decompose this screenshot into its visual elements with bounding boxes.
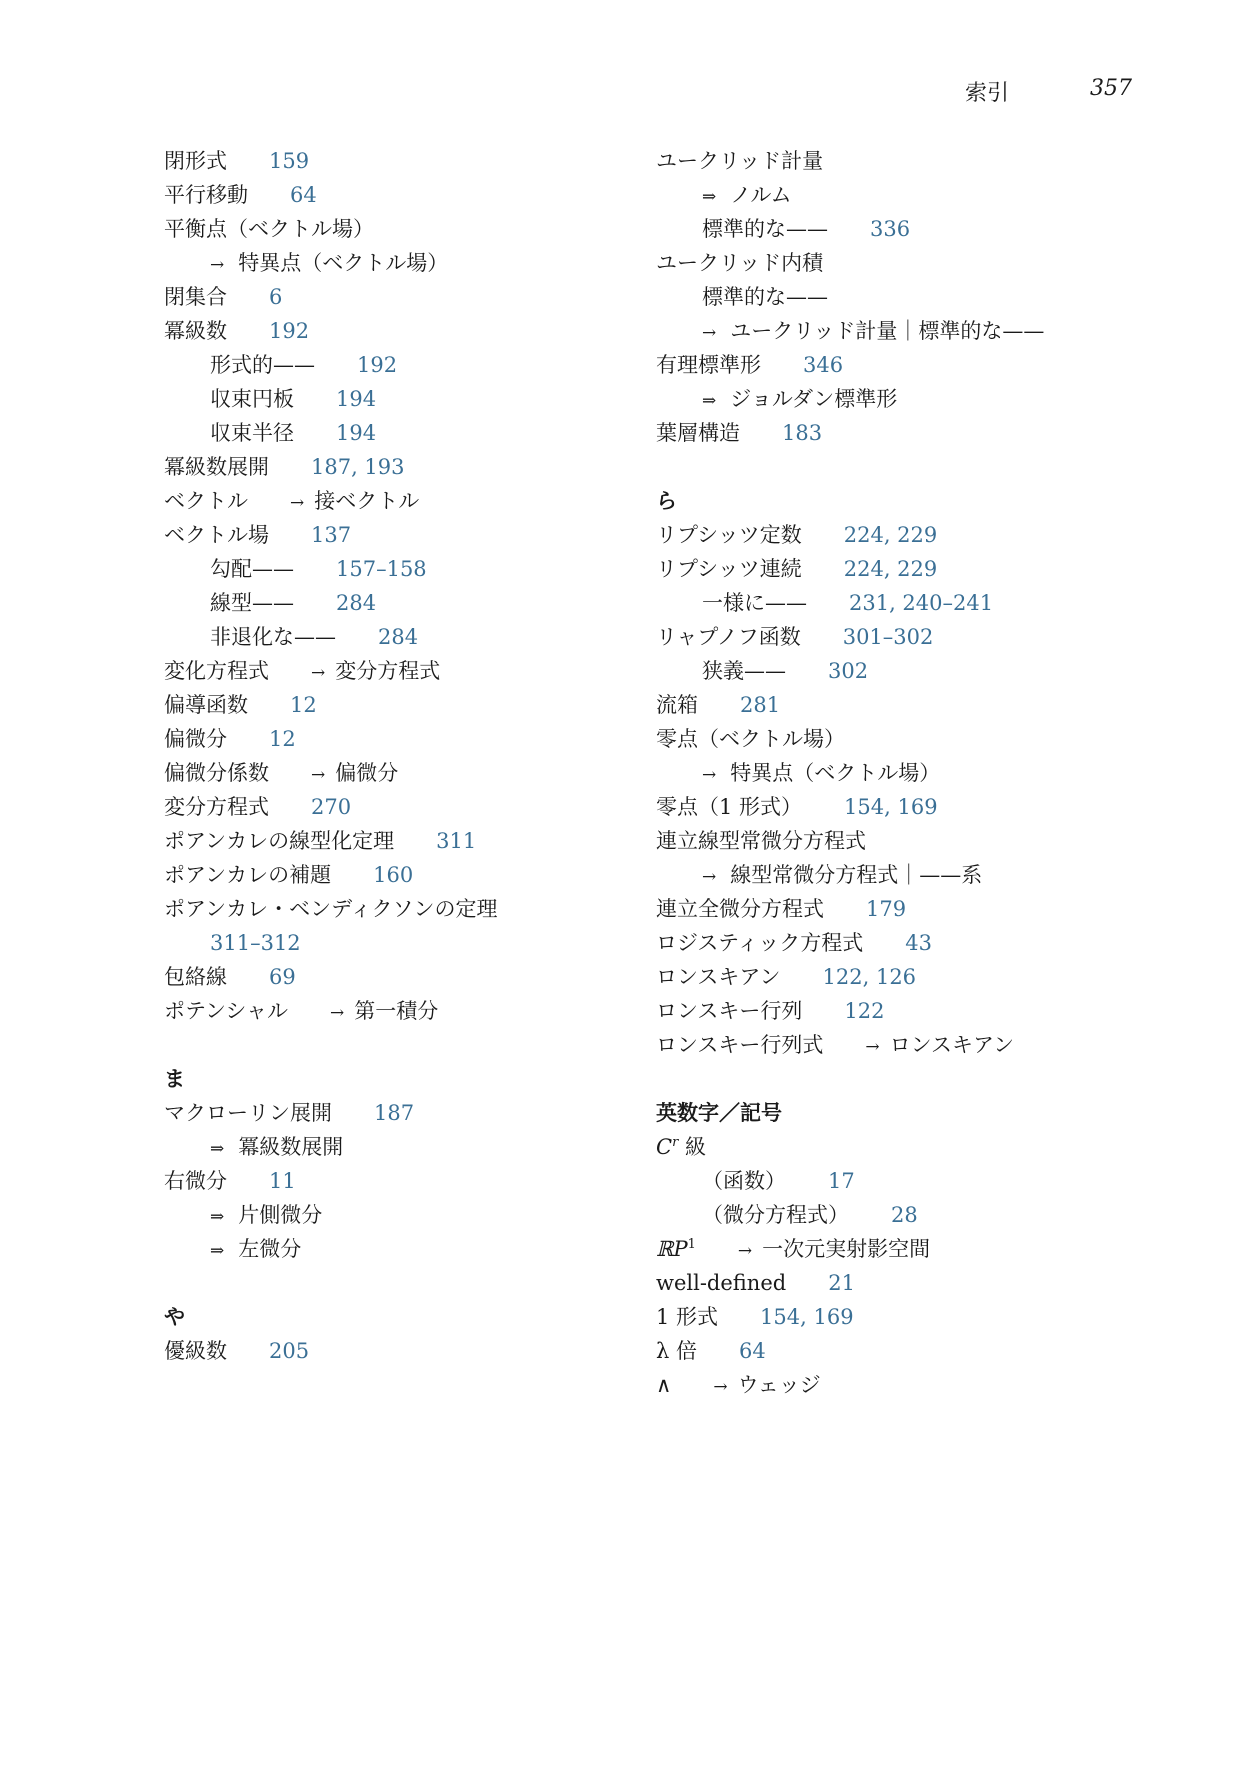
index-entry: 包絡線 69 xyxy=(164,965,296,989)
index-entry: ユークリッド内積 xyxy=(656,251,824,275)
page-ref[interactable]: 122 xyxy=(844,999,885,1023)
index-subentry: 線型—— 284 xyxy=(210,591,377,615)
index-entry: ベクトル → 接ベクトル xyxy=(164,489,420,513)
page-ref[interactable]: 281 xyxy=(740,693,781,717)
page-ref[interactable]: 302 xyxy=(828,659,869,683)
index-entry: 連立全微分方程式 179 xyxy=(656,897,907,921)
section-gap xyxy=(656,1062,1196,1096)
double-arrow-icon: ⇒ xyxy=(210,1241,225,1261)
index-entry: 偏微分 12 xyxy=(164,727,296,751)
index-subentry: 形式的—— 192 xyxy=(210,353,398,377)
section-gap xyxy=(164,1266,634,1300)
index-entry: ポアンカレの補題 160 xyxy=(164,863,414,887)
page-ref[interactable]: 69 xyxy=(269,965,296,989)
index-entry: リプシッツ定数 224, 229 xyxy=(656,523,938,547)
page-ref[interactable]: 187, 193 xyxy=(311,455,405,479)
index-entry: 零点（1 形式） 154, 169 xyxy=(656,795,938,819)
page-ref[interactable]: 192 xyxy=(357,353,398,377)
page-number: 357 xyxy=(1090,76,1132,101)
index-subentry: （微分方程式） 28 xyxy=(702,1203,918,1227)
index-entry: 有理標準形 346 xyxy=(656,353,844,377)
page-ref[interactable]: 137 xyxy=(311,523,352,547)
page-ref[interactable]: 231, 240–241 xyxy=(849,591,994,615)
index-entry: 冪級数 192 xyxy=(164,319,310,343)
index-entry: ロジスティック方程式 43 xyxy=(656,931,933,955)
index-entry: 平行移動 64 xyxy=(164,183,317,207)
index-subentry: 一様に—— 231, 240–241 xyxy=(702,591,994,615)
see-arrow-icon: → xyxy=(713,1377,728,1397)
index-entry: well-defined 21 xyxy=(656,1271,855,1295)
see-arrow-icon: → xyxy=(737,1241,753,1261)
page-ref[interactable]: 28 xyxy=(891,1203,918,1227)
index-entry: 閉形式 159 xyxy=(164,149,310,173)
index-continuation xyxy=(164,926,634,960)
index-cross-ref: → 特異点（ベクトル場） xyxy=(210,251,449,275)
see-arrow-icon: → xyxy=(330,1003,345,1023)
index-cross-ref: → 線型常微分方程式｜——系 xyxy=(702,863,983,887)
index-entry: 優級数 205 xyxy=(164,1339,310,1363)
section-gap xyxy=(164,1028,634,1062)
index-cross-ref: ⇒ 冪級数展開 xyxy=(210,1135,344,1159)
page-ref[interactable]: 224, 229 xyxy=(843,557,938,581)
see-arrow-icon: → xyxy=(702,867,717,887)
index-entry: ポテンシャル → 第一積分 xyxy=(164,999,439,1023)
index-cross-ref: ⇒ 左微分 xyxy=(210,1237,302,1261)
page-ref[interactable]: 194 xyxy=(336,387,377,411)
index-entry: 閉集合 6 xyxy=(164,285,283,309)
index-entry: ベクトル場 137 xyxy=(164,523,352,547)
index-entry: 冪級数展開 187, 193 xyxy=(164,455,405,479)
section-heading-ma: ま xyxy=(164,1066,185,1091)
index-cross-ref: → ユークリッド計量｜標準的な—— xyxy=(702,319,1045,343)
page-ref[interactable]: 192 xyxy=(269,319,310,343)
page-ref[interactable]: 336 xyxy=(870,217,911,241)
index-column-left xyxy=(164,144,634,1368)
index-cross-ref: ⇒ ノルム xyxy=(702,183,792,207)
page-ref[interactable]: 311–312 xyxy=(210,931,301,955)
index-subentry: 標準的な—— xyxy=(702,285,828,309)
index-cross-ref: → 特異点（ベクトル場） xyxy=(702,761,941,785)
section-heading-alnum: 英数字／記号 xyxy=(656,1100,782,1125)
double-arrow-icon: ⇒ xyxy=(702,391,717,411)
index-subentry: （函数） 17 xyxy=(702,1169,855,1193)
index-entry: 1 形式 154, 169 xyxy=(656,1305,854,1329)
page-ref[interactable]: 205 xyxy=(269,1339,310,1363)
index-entry: ユークリッド計量 xyxy=(656,149,824,173)
page-ref[interactable]: 11 xyxy=(269,1169,296,1193)
index-entry: マクローリン展開 187 xyxy=(164,1101,415,1125)
page-ref[interactable]: 64 xyxy=(739,1339,766,1363)
page-ref[interactable]: 43 xyxy=(905,931,933,955)
page-ref[interactable]: 224, 229 xyxy=(843,523,938,547)
index-subentry: 非退化な—— 284 xyxy=(210,625,419,649)
index-entry: 葉層構造 183 xyxy=(656,421,823,445)
page-ref[interactable]: 64 xyxy=(290,183,317,207)
page-ref[interactable]: 12 xyxy=(269,727,296,751)
page-ref[interactable]: 21 xyxy=(828,1271,855,1295)
page-ref[interactable]: 284 xyxy=(336,591,377,615)
index-cross-ref: ⇒ ジョルダン標準形 xyxy=(702,387,898,411)
index-subentry: 収束円板 194 xyxy=(210,387,377,411)
see-arrow-icon: → xyxy=(311,663,326,683)
page-ref[interactable]: 17 xyxy=(828,1169,855,1193)
page-ref[interactable]: 122, 126 xyxy=(822,965,917,989)
index-entry: 変化方程式 → 変分方程式 xyxy=(164,659,441,683)
see-arrow-icon: → xyxy=(702,765,717,785)
index-entry: リャプノフ函数 301–302 xyxy=(656,625,934,649)
double-arrow-icon: ⇒ xyxy=(702,187,717,207)
index-entry: 偏導函数 12 xyxy=(164,693,317,717)
section-heading-ya: や xyxy=(164,1304,185,1329)
index-subentry: 収束半径 194 xyxy=(210,421,377,445)
index-entry: ポアンカレ・ベンディクソンの定理 xyxy=(164,897,498,921)
index-column-right xyxy=(656,144,1196,1402)
page-ref[interactable]: 311 xyxy=(436,829,477,853)
double-arrow-icon: ⇒ xyxy=(210,1207,225,1227)
page-ref[interactable]: 179 xyxy=(866,897,907,921)
index-entry: ∧ → ウェッジ xyxy=(656,1373,821,1397)
page-ref[interactable]: 159 xyxy=(269,149,310,173)
see-arrow-icon: → xyxy=(290,493,305,513)
index-subentry: 勾配—— 157–158 xyxy=(210,557,427,581)
page-ref[interactable]: 270 xyxy=(311,795,352,819)
index-entry: $C^r$ 級 xyxy=(656,1135,706,1159)
page-ref[interactable]: 284 xyxy=(378,625,419,649)
index-entry: 平衡点（ベクトル場） xyxy=(164,217,374,241)
page-ref[interactable]: 301–302 xyxy=(842,625,934,649)
page-ref[interactable]: 194 xyxy=(336,421,377,445)
index-subentry: 標準的な—— 336 xyxy=(702,217,911,241)
page-ref[interactable]: 12 xyxy=(290,693,317,717)
double-arrow-icon: ⇒ xyxy=(210,1139,225,1159)
index-entry: ロンスキー行列 122 xyxy=(656,999,885,1023)
index-entry: 偏微分係数 → 偏微分 xyxy=(164,761,399,785)
index-entry: 零点（ベクトル場） xyxy=(656,727,845,751)
see-arrow-icon: → xyxy=(865,1037,880,1057)
page-ref[interactable]: 6 xyxy=(269,285,283,309)
page-ref[interactable]: 160 xyxy=(373,863,414,887)
index-entry: λ 倍 64 xyxy=(656,1339,766,1363)
section-gap xyxy=(656,450,1196,484)
index-entry: 連立線型常微分方程式 xyxy=(656,829,866,853)
index-entry: ℝP$^1$ → 一次元実射影空間 xyxy=(656,1237,931,1261)
section-heading-ra: ら xyxy=(656,488,677,513)
index-entry: ポアンカレの線型化定理 311 xyxy=(164,829,477,853)
page-ref[interactable]: 154, 169 xyxy=(844,795,938,819)
index-entry: 変分方程式 270 xyxy=(164,795,352,819)
page-ref[interactable]: 157–158 xyxy=(336,557,427,581)
index-cross-ref: ⇒ 片側微分 xyxy=(210,1203,323,1227)
page-ref[interactable]: 346 xyxy=(803,353,844,377)
index-entry: リプシッツ連続 224, 229 xyxy=(656,557,938,581)
index-entry: ロンスキアン 122, 126 xyxy=(656,965,917,989)
index-subentry: 狭義—— 302 xyxy=(702,659,869,683)
see-arrow-icon: → xyxy=(702,323,717,343)
index-entry: ロンスキー行列式 → ロンスキアン xyxy=(656,1033,1015,1057)
running-header xyxy=(0,76,1259,108)
see-arrow-icon: → xyxy=(311,765,326,785)
index-entry: 流箱 281 xyxy=(656,693,781,717)
page-ref[interactable]: 183 xyxy=(782,421,823,445)
see-arrow-icon: → xyxy=(210,255,225,275)
header-title: 索引 xyxy=(965,81,1010,106)
index-entry: 右微分 11 xyxy=(164,1169,296,1193)
page-ref[interactable]: 187 xyxy=(374,1101,415,1125)
page-ref[interactable]: 154, 169 xyxy=(760,1305,854,1329)
